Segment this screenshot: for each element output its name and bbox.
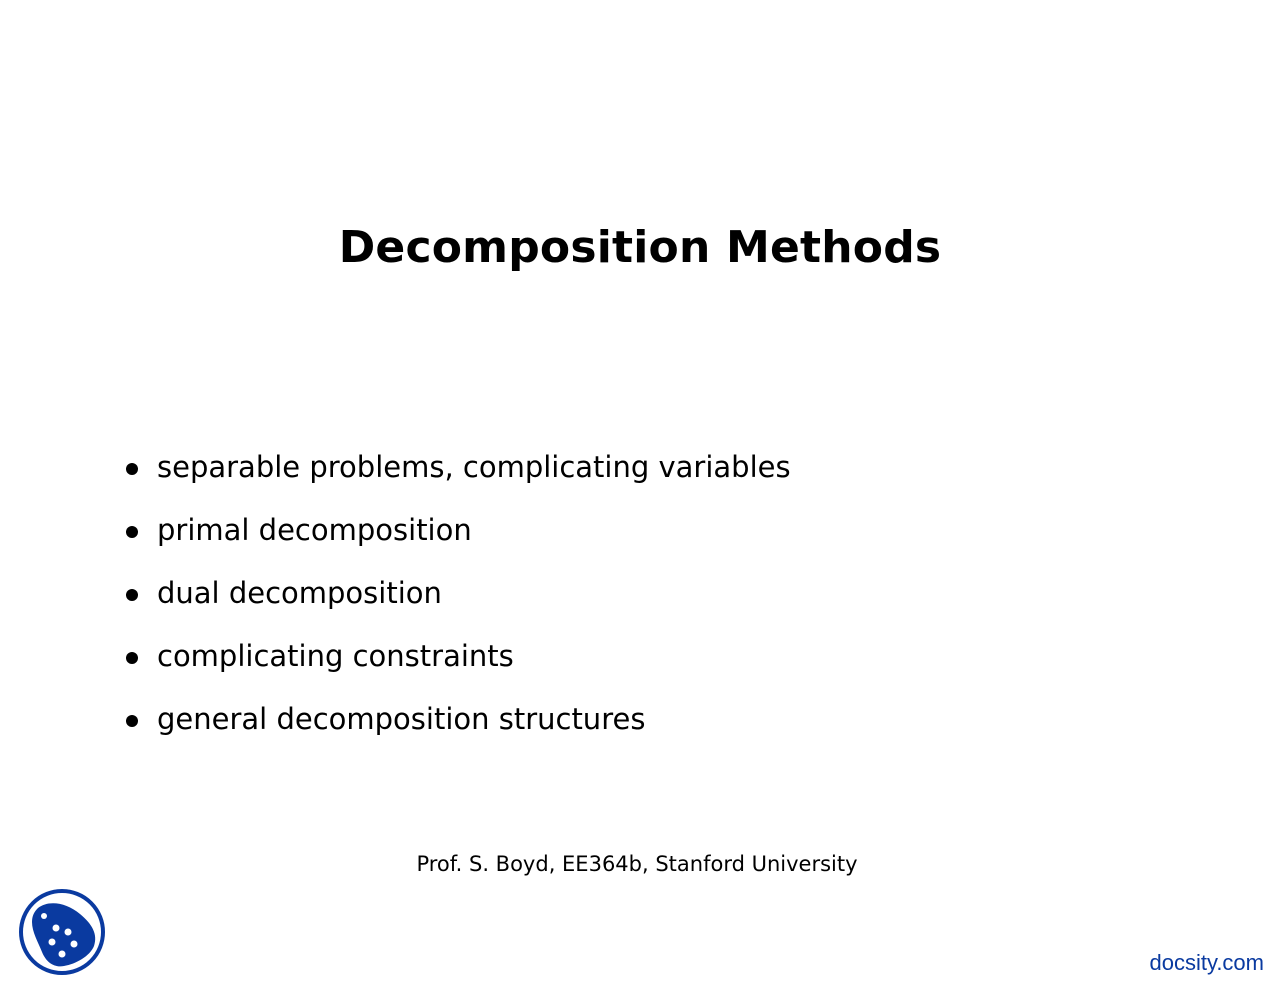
- bullet-item: [120, 700, 791, 763]
- bullet-list: [120, 448, 791, 763]
- docsity-watermark-link[interactable]: docsity.com: [1149, 950, 1264, 975]
- bullet-item: [120, 448, 791, 511]
- bullet-item: [120, 511, 791, 574]
- bullet-item: [120, 574, 791, 637]
- bullet-text: separable problems, complicating variables: [157, 450, 791, 484]
- bullet-text: dual decomposition: [157, 576, 442, 610]
- bullet-dot-icon: [126, 589, 138, 601]
- bullet-dot-icon: [126, 652, 138, 664]
- footer-credit: Prof. S. Boyd, EE364b, Stanford University: [416, 852, 858, 876]
- bullet-text: primal decomposition: [157, 513, 472, 547]
- bullet-dot-icon: [126, 463, 138, 475]
- slide-title: Decomposition Methods: [338, 222, 942, 273]
- bullet-dot-icon: [126, 715, 138, 727]
- bullet-text: general decomposition structures: [157, 702, 646, 736]
- bullet-text: complicating constraints: [157, 639, 514, 673]
- bullet-item: [120, 637, 791, 700]
- university-seal-icon: [18, 888, 106, 976]
- bullet-dot-icon: [126, 526, 138, 538]
